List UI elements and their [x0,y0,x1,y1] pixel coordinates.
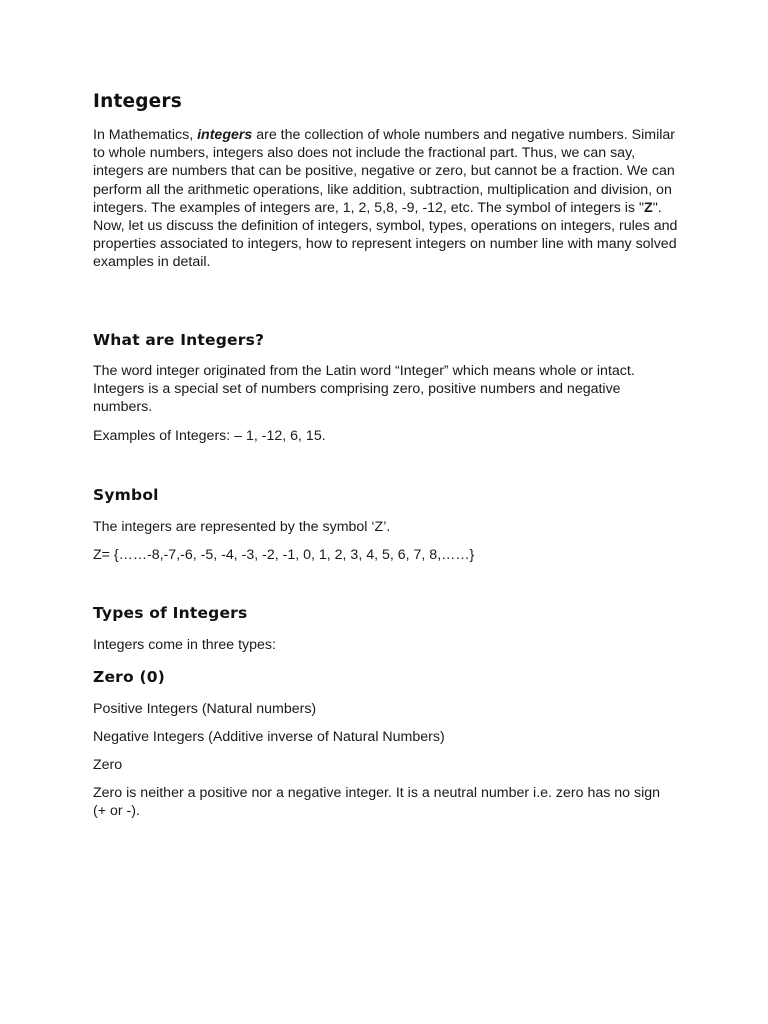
examples-of-integers: Examples of Integers: – 1, -12, 6, 15. [93,428,326,444]
type-item-zero: Zero [93,757,123,773]
type-item-negative: Negative Integers (Additive inverse of Natural Numbers) [93,729,445,745]
integer-set-notation: Z= {……-8,-7,-6, -5, -4, -3, -2, -1, 0, 1, 2, 3, 4, 5, 6, 7, 8,……} [93,547,475,563]
intro-text-tail: ". Now, let us discuss the definition of integers, symbol, types, operations on integers, rules and properties associated to integers, how to represent integers on number line with many solved examples in detail. [93,199,678,271]
zero-subheading: Zero (0) [93,668,165,686]
page-title: Integers [93,91,182,112]
zero-description: Zero is neither a positive nor a negative integer. It is a neutral number i.e. zero has no sign (+ or -). [93,785,661,820]
types-of-integers-heading: Types of Integers [93,604,248,622]
what-are-integers-paragraph: The word integer originated from the Latin word “Integer” which means whole or intact. Integers is a special set of numbers comprising zero, positive numbers and negative numbers. [93,363,635,416]
intro-emphasis-integers: integers [197,127,253,143]
symbol-description: The integers are represented by the symbol ‘Z’. [93,519,391,535]
intro-text-post: are the collection of whole numbers and negative numbers. Similar to whole numbers, integers also does not include the fractional part. Thus, we can say, integers are numbers that can be positive, negative or zero, but cannot be a fraction. We can perform all the arithmetic operations, like addition, subtraction, multiplication and division, on integers. The examples of integers are, 1, 2, 5,8, -9, -12, etc. The symbol of integers is " [93,127,675,216]
what-are-integers-heading: What are Integers? [93,331,265,349]
intro-symbol-z: Z [644,199,653,216]
intro-text-pre: In Mathematics, [93,127,198,143]
types-intro: Integers come in three types: [93,637,276,653]
type-item-positive: Positive Integers (Natural numbers) [93,701,317,717]
symbol-heading: Symbol [93,486,159,504]
intro-paragraph [93,126,678,272]
